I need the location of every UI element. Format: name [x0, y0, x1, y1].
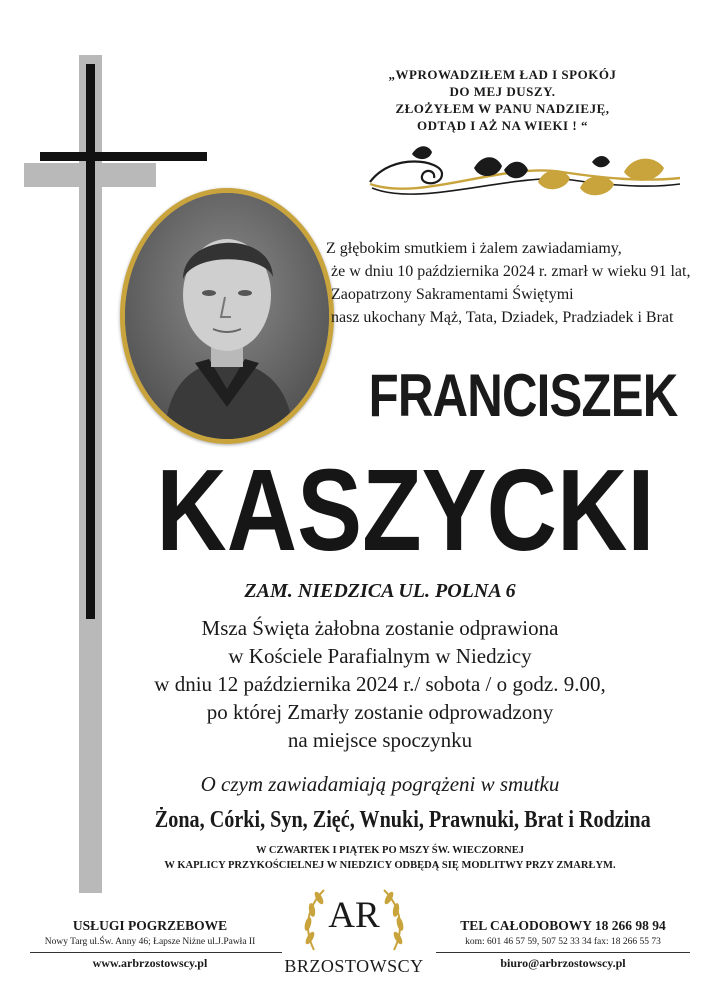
mass-line: w Kościele Parafialnym w Niedzicy — [228, 644, 532, 668]
quote-line: DO MEJ DUSZY. — [449, 84, 556, 99]
prayers-info — [110, 843, 670, 873]
vine-ornament-icon — [362, 142, 682, 210]
quote — [330, 66, 675, 134]
prayers-line: W KAPLICY PRZYKOŚCIELNEJ W NIEDZICY ODBĘDĄ SIĘ MODLITWY PRZY ZMARŁYM. — [164, 860, 616, 871]
phone-title: TEL CAŁODOBOWY 18 266 98 94 — [460, 918, 666, 933]
mass-line: Msza Święta żałobna zostanie odprawiona — [201, 616, 559, 640]
quote-line: ODTĄD I AŻ NA WIEKI ! “ — [417, 118, 588, 133]
footer-divider — [436, 952, 690, 953]
announcement-line: nasz ukochany Mąż, Tata, Dziadek, Pradziadek i Brat — [331, 309, 674, 326]
mourners-intro: O czym zawiadamiają pogrążeni w smutku — [200, 772, 560, 796]
mass-line: w dniu 12 października 2024 r./ sobota / o godz. 9.00, — [154, 672, 606, 696]
deceased-address: ZAM. NIEDZICA UL. POLNA 6 — [244, 580, 516, 602]
prayers-line: W CZWARTEK I PIĄTEK PO MSZY ŚW. WIECZORNEJ — [255, 845, 525, 856]
mass-line: na miejsce spoczynku — [287, 728, 473, 752]
funeral-service-title: USŁUGI POGRZEBOWE — [72, 918, 228, 933]
website-link[interactable]: www.arbrzostowscy.pl — [92, 956, 208, 970]
quote-line: ZŁOŻYŁEM W PANU NADZIEJĘ, — [395, 101, 610, 116]
cross-vertical — [86, 64, 95, 619]
announcement-line: Zaopatrzony Sakramentami Świętymi — [331, 286, 574, 303]
portrait-photo — [125, 193, 329, 439]
cross-horizontal — [40, 152, 207, 161]
phone-numbers: kom: 601 46 57 59, 507 52 33 34 fax: 18 266 55 73 — [465, 937, 661, 947]
mass-line: po której Zmarły zostanie odprowadzony — [206, 700, 554, 724]
logo-monogram: AR — [328, 895, 380, 936]
mourners-family: Żona, Córki, Syn, Zięć, Wnuki, Prawnuki, Brat i Rodzina — [154, 807, 651, 833]
announcement-line: Z głębokim smutkiem i żalem zawiadamiamy, — [326, 240, 622, 257]
mass-info — [130, 614, 630, 754]
funeral-service-address: Nowy Targ ul.Św. Anny 46; Łapsze Niżne ul.J.Pawła II — [44, 937, 256, 947]
announcement-line: że w dniu 10 października 2024 r. zmarł w wieku 91 lat, — [331, 263, 691, 280]
deceased-first-name: FRANCISZEK — [368, 362, 678, 429]
portrait-silhouette-icon — [125, 193, 329, 439]
announcement — [326, 237, 704, 329]
deceased-last-name: KASZYCKI — [156, 445, 655, 575]
email-link[interactable]: biuro@arbrzostowscy.pl — [500, 956, 626, 970]
footer-divider — [30, 952, 282, 953]
logo-name: BRZOSTOWSCY — [284, 956, 424, 976]
portrait-frame — [120, 188, 334, 444]
quote-line: „WPROWADZIŁEM ŁAD I SPOKÓJ — [388, 67, 617, 82]
